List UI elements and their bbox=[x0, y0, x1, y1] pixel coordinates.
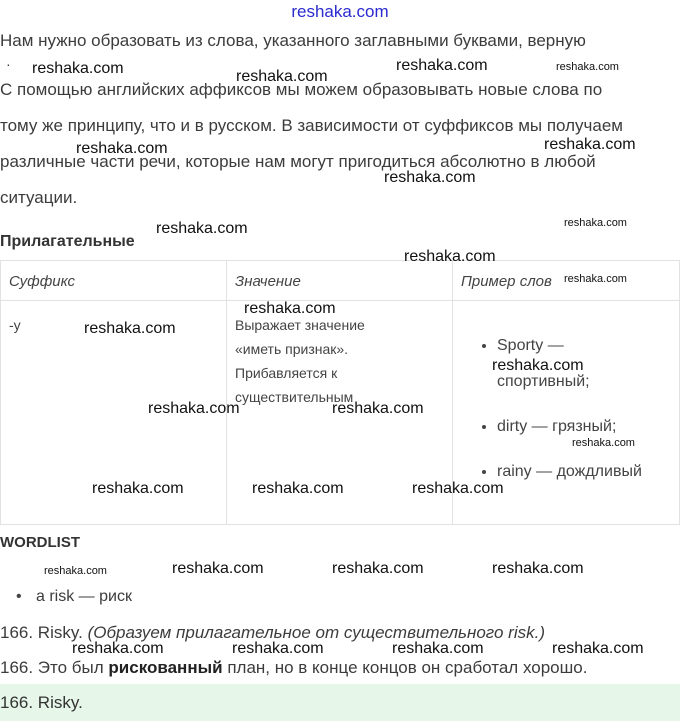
paragraph-line-4: ситуации. bbox=[0, 188, 78, 207]
header-examples: Пример слов bbox=[453, 261, 680, 301]
meaning-line: Прибавляется к bbox=[235, 365, 338, 381]
header-suffix: Суффикс bbox=[1, 261, 227, 301]
intro-dot: · bbox=[6, 56, 11, 72]
watermark: reshaka.com bbox=[44, 565, 107, 577]
watermark: reshaka.com bbox=[564, 273, 627, 285]
watermark: reshaka.com bbox=[392, 640, 484, 657]
watermark: reshaka.com bbox=[92, 480, 184, 497]
watermark: reshaka.com bbox=[384, 169, 476, 186]
watermark: reshaka.com bbox=[332, 400, 424, 417]
watermark: reshaka.com bbox=[32, 60, 124, 77]
watermark: reshaka.com bbox=[172, 560, 264, 577]
watermark: reshaka.com bbox=[244, 300, 336, 317]
section-title: Прилагательные bbox=[0, 233, 135, 250]
watermark: reshaka.com bbox=[412, 480, 504, 497]
watermark: reshaka.com bbox=[76, 140, 168, 157]
intro-line: Нам нужно образовать из слова, указанного заглавными буквами, верную bbox=[0, 31, 586, 50]
watermark: reshaka.com bbox=[564, 217, 627, 229]
watermark: reshaka.com bbox=[552, 640, 644, 657]
watermark: reshaka.com bbox=[252, 480, 344, 497]
watermark: reshaka.com bbox=[492, 357, 584, 374]
watermark: reshaka.com bbox=[492, 560, 584, 577]
paragraph-line-2: тому же принципу, что и в русском. В зависимости от суффиксов мы получаем bbox=[0, 116, 623, 135]
meaning-line: «иметь признак». bbox=[235, 341, 349, 357]
watermark: reshaka.com bbox=[544, 136, 636, 153]
wordlist-bullet: • bbox=[16, 588, 22, 605]
watermark: reshaka.com bbox=[332, 560, 424, 577]
wordlist-title: WORDLIST bbox=[0, 534, 80, 551]
site-header[interactable]: reshaka.com bbox=[291, 2, 389, 21]
suffix-value: -y bbox=[9, 317, 21, 333]
task-line-2: 166. Это был рискованный план, но в конце концов он сработал хорошо. bbox=[0, 658, 588, 677]
task-line-1: 166. Risky. (Образуем прилагательное от существительного risk.) bbox=[0, 623, 545, 642]
example-item: • Sporty — спортивный; bbox=[497, 335, 671, 392]
paragraph-line-3: различные части речи, которые нам могут пригодиться абсолютно в любой bbox=[0, 152, 596, 171]
example-item: • rainy — дождливый bbox=[497, 461, 671, 482]
wordlist-item: a risk — риск bbox=[36, 588, 132, 605]
watermark: reshaka.com bbox=[156, 220, 248, 237]
watermark: reshaka.com bbox=[572, 437, 635, 449]
watermark: reshaka.com bbox=[396, 57, 488, 74]
watermark: reshaka.com bbox=[236, 68, 328, 85]
answer-box bbox=[0, 684, 680, 721]
watermark: reshaka.com bbox=[556, 61, 619, 73]
header-meaning: Значение bbox=[227, 261, 453, 301]
answer-text: 166. Risky. bbox=[0, 693, 83, 712]
meaning-line: Выражает значение bbox=[235, 317, 365, 333]
paragraph-line-1: С помощью английских аффиксов мы можем образовывать новые слова по bbox=[0, 80, 603, 99]
watermark: reshaka.com bbox=[72, 640, 164, 657]
watermark: reshaka.com bbox=[148, 400, 240, 417]
watermark: reshaka.com bbox=[232, 640, 324, 657]
meaning-line: существительным bbox=[235, 389, 354, 405]
watermark: reshaka.com bbox=[404, 248, 496, 265]
watermark: reshaka.com bbox=[84, 320, 176, 337]
example-item: • dirty — грязный; bbox=[497, 416, 671, 437]
